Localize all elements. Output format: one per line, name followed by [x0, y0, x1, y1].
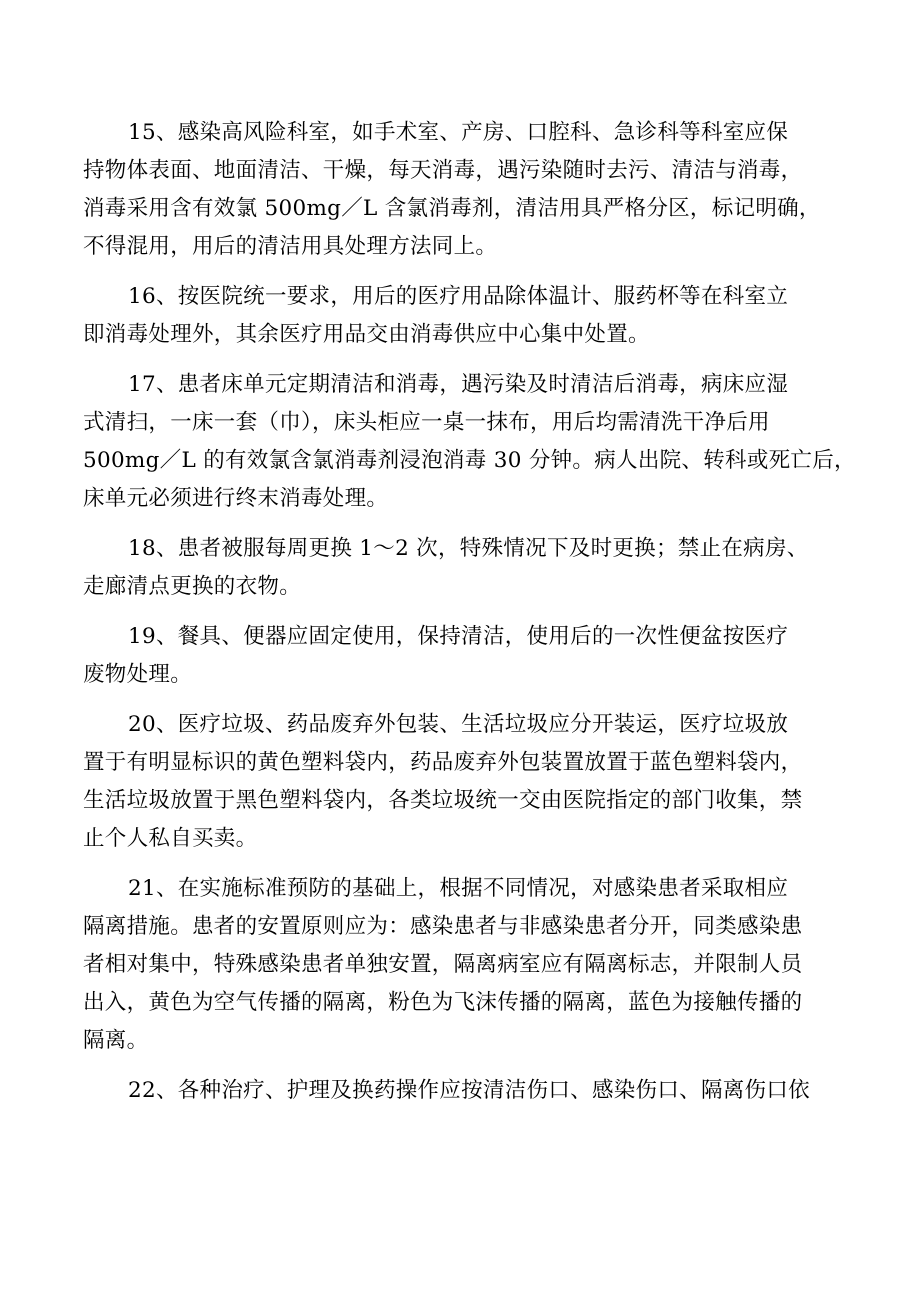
- paragraph-line: 即消毒处理外，其余医疗用品交由消毒供应中心集中处置。: [83, 322, 650, 347]
- paragraph-spacer: [83, 694, 843, 706]
- paragraph-line: 隔离。: [83, 1028, 149, 1053]
- paragraph-line: 者相对集中，特殊感染患者单独安置，隔离病室应有隔离标志，并限制人员: [83, 952, 803, 977]
- paragraph-19: [83, 618, 843, 694]
- paragraph-20: [83, 706, 843, 858]
- paragraph-line: 16、按医院统一要求，用后的医疗用品除体温计、服药杯等在科室立: [128, 284, 789, 309]
- paragraph-spacer: [83, 606, 843, 618]
- paragraph-line: 置于有明显标识的黄色塑料袋内，药品废弃外包装置放置于蓝色塑料袋内，: [83, 750, 803, 775]
- document-body: [83, 114, 856, 1110]
- paragraph-line: 500mg／L 的有效氯含氯消毒剂浸泡消毒 30 分钟。病人出院、转科或死亡后，: [83, 448, 856, 473]
- paragraph-line: 出入，黄色为空气传播的隔离，粉色为飞沫传播的隔离，蓝色为接触传播的: [83, 990, 803, 1015]
- paragraph-spacer: [83, 858, 843, 870]
- paragraph-15: [83, 114, 843, 266]
- paragraph-line: 20、医疗垃圾、药品废弃外包装、生活垃圾应分开装运，医疗垃圾放: [128, 712, 789, 737]
- paragraph-line: 17、患者床单元定期清洁和消毒，遇污染及时清洁后消毒，病床应湿: [128, 372, 789, 397]
- paragraph-line: 床单元必须进行终末消毒处理。: [83, 486, 389, 511]
- paragraph-line: 生活垃圾放置于黑色塑料袋内，各类垃圾统一交由医院指定的部门收集，禁: [83, 788, 803, 813]
- paragraph-spacer: [83, 1060, 843, 1072]
- paragraph-line: 走廊清点更换的衣物。: [83, 574, 302, 599]
- paragraph-line: 式清扫，一床一套（巾），床头柜应一桌一抹布，用后均需清洗干净后用: [83, 410, 770, 435]
- paragraph-line: 21、在实施标准预防的基础上，根据不同情况，对感染患者采取相应: [128, 876, 789, 901]
- paragraph-spacer: [83, 266, 843, 278]
- paragraph-18: [83, 530, 843, 606]
- paragraph-line: 止个人私自买卖。: [83, 826, 258, 851]
- paragraph-line: 消毒采用含有效氯 500mg／L 含氯消毒剂，清洁用具严格分区，标记明确，: [83, 196, 821, 221]
- paragraph-line: 隔离措施。患者的安置原则应为：感染患者与非感染患者分开，同类感染患: [83, 914, 803, 939]
- paragraph-spacer: [83, 354, 843, 366]
- paragraph-spacer: [83, 518, 843, 530]
- paragraph-line: 不得混用，用后的清洁用具处理方法同上。: [83, 234, 498, 259]
- paragraph-line: 19、餐具、便器应固定使用，保持清洁，使用后的一次性便盆按医疗: [128, 624, 789, 649]
- paragraph-17: [83, 366, 856, 518]
- paragraph-line: 持物体表面、地面清洁、干燥，每天消毒，遇污染随时去污、清洁与消毒，: [83, 158, 803, 183]
- paragraph-line: 18、患者被服每周更换 1～2 次，特殊情况下及时更换；禁止在病房、: [128, 536, 809, 561]
- paragraph-22: [83, 1072, 843, 1110]
- paragraph-21: [83, 870, 843, 1060]
- paragraph-16: [83, 278, 843, 354]
- paragraph-line: 22、各种治疗、护理及换药操作应按清洁伤口、感染伤口、隔离伤口依: [128, 1078, 810, 1103]
- paragraph-line: 15、感染高风险科室，如手术室、产房、口腔科、急诊科等科室应保: [128, 120, 789, 145]
- paragraph-line: 废物处理。: [83, 662, 193, 687]
